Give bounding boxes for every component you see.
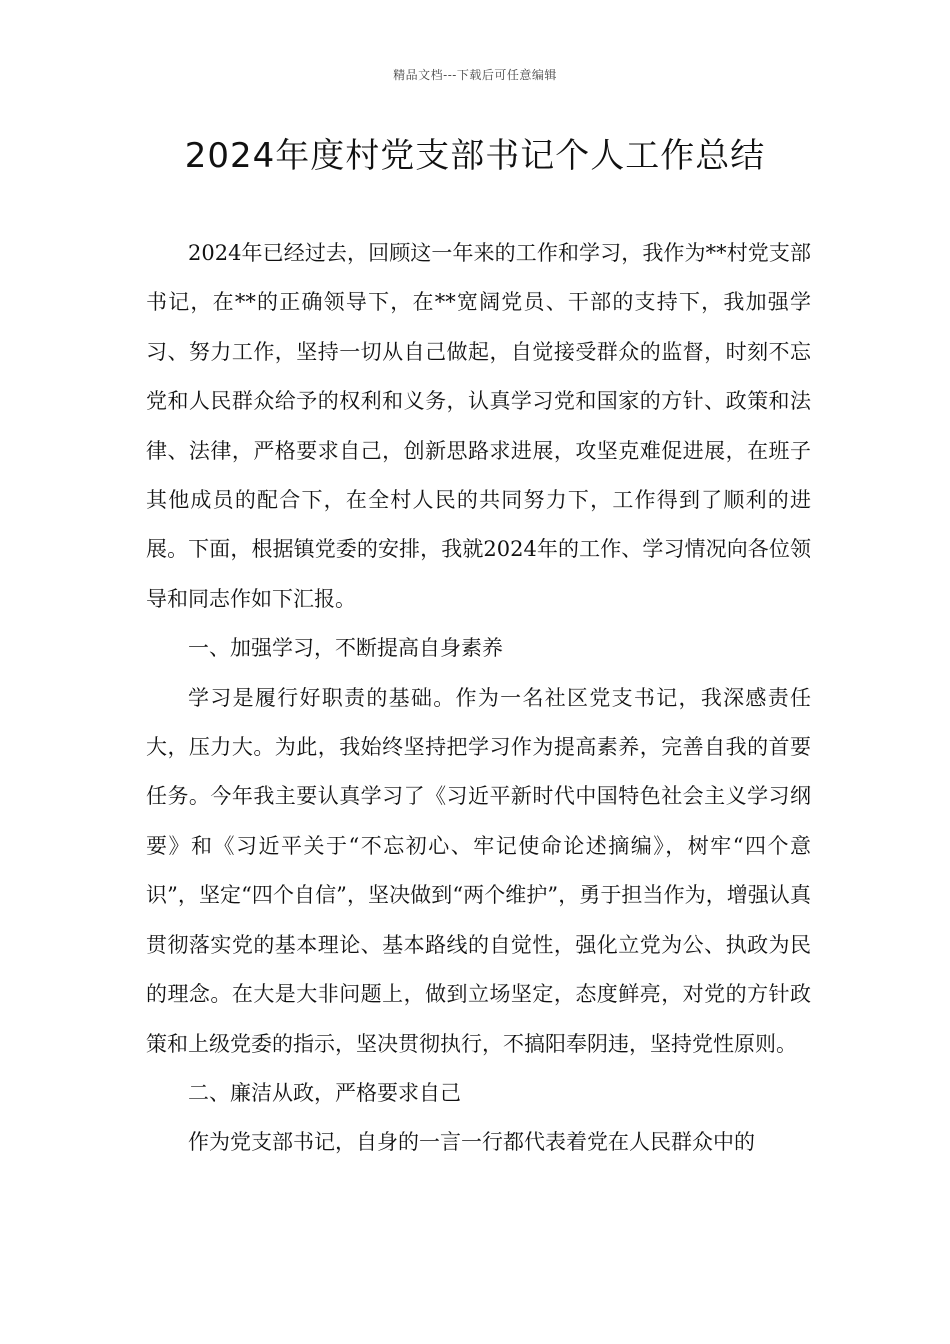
section-1-paragraph: 学习是履行好职责的基础。作为一名社区党支书记，我深感责任大，压力大。为此，我始终坚持把学习作为提高素养，完善自我的首要任务。今年我主要认真学习了《习近平新时代中国特色社会主义学习纲要》和《习近平关于“不忘初心、牢记使命论述摘编》，树牢“四个意识”，坚定“四个自信”，坚决做到“两个维护”，勇于担当作为，增强认真贯彻落实党的基本理论、基本路线的自觉性，强化立党为公、执政为民的理念。在大是大非问题上，做到立场坚定，态度鲜亮，对党的方针政策和上级党委的指示，坚决贯彻执行，不搞阳奉阴违，坚持党性原则。 [146,685,811,1056]
section-2-paragraph: 作为党支部书记，自身的一言一行都代表着党在人民群众中的 [188,1130,755,1155]
document-body [146,229,811,1168]
watermark-text: 精品文档---下载后可任意编辑 [393,68,557,82]
section-heading-2: 二、廉洁从政，严格要求自己 [188,1080,461,1105]
intro-paragraph: 2024年已经过去，回顾这一年来的工作和学习，我作为**村党支部书记，在**的正确领导下，在**宽阔党员、干部的支持下，我加强学习、努力工作，坚持一切从自己做起，自觉接受群众的监督，时刻不忘党和人民群众给予的权利和义务，认真学习党和国家的方针、政策和法律、法律，严格要求自己，创新思路求进展，攻坚克难促进展，在班子其他成员的配合下，在全村人民的共同努力下，工作得到了顺利的进展。下面，根据镇党委的安排，我就2024年的工作、学习情况向各位领导和同志作如下汇报。 [146,241,811,611]
document-title: 2024年度村党支部书记个人工作总结 [184,136,766,176]
section-heading-1: 一、加强学习，不断提高自身素养 [188,636,503,661]
